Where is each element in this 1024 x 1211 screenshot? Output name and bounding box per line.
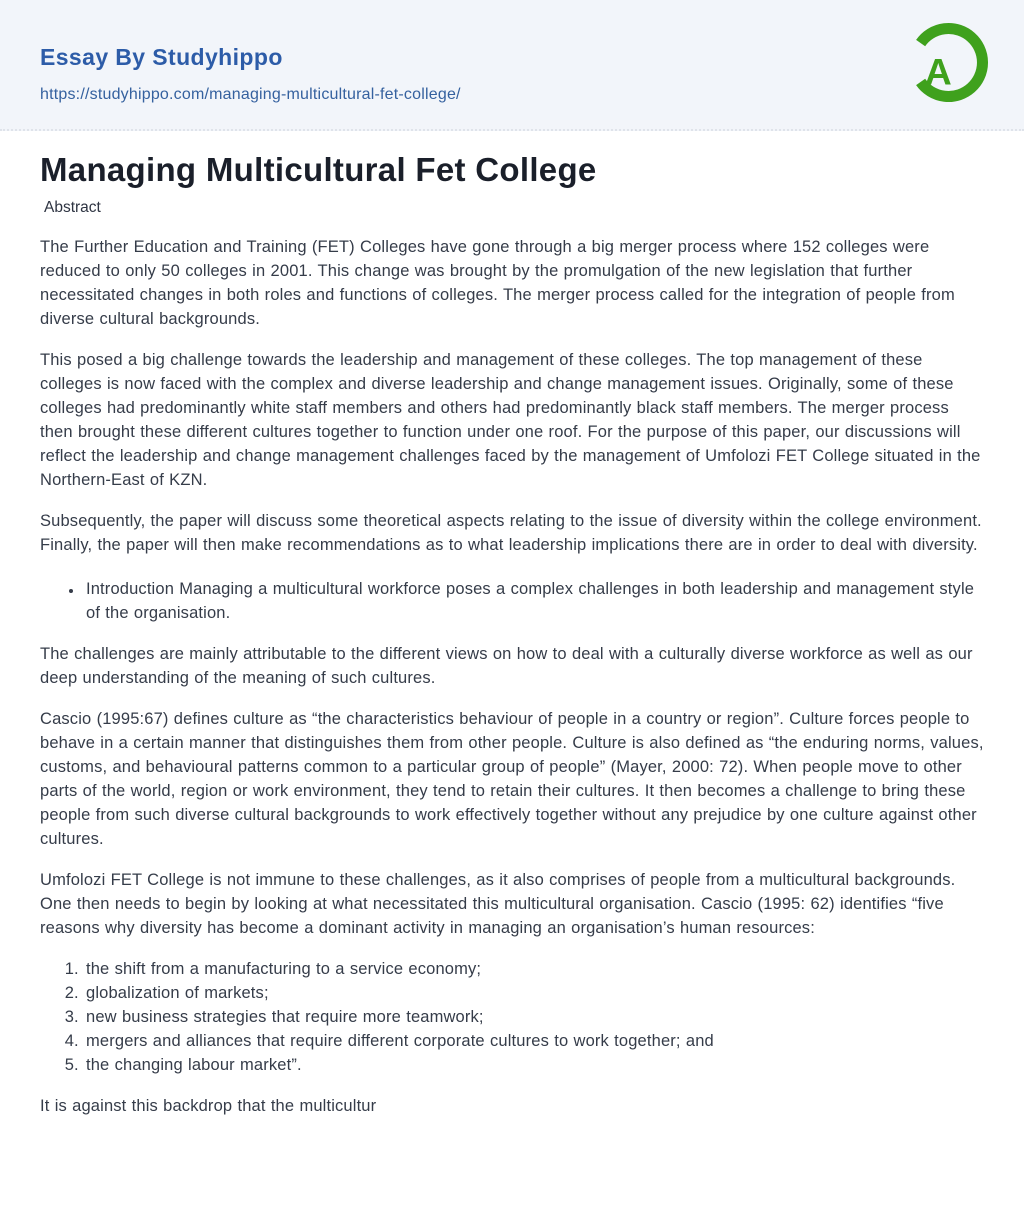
paragraph-7: It is against this backdrop that the multicultur — [40, 1097, 377, 1115]
paragraph-5: Cascio (1995:67) defines culture as “the characteristics behaviour of people in a country or region”. Culture forces people to behave in a certain manner that distinguishes them from other people. Culture is also defined as “the enduring norms, values, customs, and behavioural patterns common to a particular group of people” (Mayer, 2000: 72). When people move to other parts of the world, region or work environment, they tend to retain their cultures. It then becomes a challenge to bring these people from such diverse cultural backgrounds to work effectively together without any prejudice by one culture against other cultures. — [40, 710, 984, 848]
essay-body — [0, 151, 1024, 1118]
reasons-list — [40, 957, 984, 1077]
abstract-label: Abstract — [44, 199, 101, 216]
site-title: Essay By Studyhippo — [40, 44, 283, 70]
page-title: Managing Multicultural Fet College — [40, 151, 597, 188]
reason-item-5: 5. the changing labour market”. — [84, 1053, 984, 1077]
page-header — [0, 0, 1024, 131]
reason-item-4: 4. mergers and alliances that require different corporate cultures to work together; and — [84, 1029, 984, 1053]
studyhippo-logo-icon — [906, 20, 991, 105]
paragraph-1: The Further Education and Training (FET) Colleges have gone through a big merger process where 152 colleges were reduced to only 50 colleges in 2001. This change was brought by the promulgation of the new legislation that further necessitated changes in both roles and functions of colleges. The merger process called for the integration of people from diverse cultural backgrounds. — [40, 238, 955, 328]
bullet-list — [40, 577, 984, 625]
paragraph-3: Subsequently, the paper will discuss some theoretical aspects relating to the issue of diversity within the college environment. Finally, the paper will then make recommendations as to what leadership implications there are in order to deal with diversity. — [40, 512, 982, 554]
reason-item-3: 3. new business strategies that require more teamwork; — [84, 1005, 984, 1029]
reason-item-2: 2. globalization of markets; — [84, 981, 984, 1005]
reason-item-1: 1. the shift from a manufacturing to a service economy; — [84, 957, 984, 981]
logo-letter: A — [924, 50, 952, 93]
bullet-item: • Introduction Managing a multicultural workforce poses a complex challenges in both leadership and management style of the organisation. — [83, 577, 984, 625]
paragraph-6: Umfolozi FET College is not immune to these challenges, as it also comprises of people from a multicultural backgrounds. One then needs to begin by looking at what necessitated this multicultural organisation. Cascio (1995: 62) identifies “five reasons why diversity has become a dominant activity in managing an organisation’s human resources: — [40, 871, 956, 937]
paragraph-4: The challenges are mainly attributable to the different views on how to deal with a culturally diverse workforce as well as our deep understanding of the meaning of such cultures. — [40, 645, 973, 687]
paragraph-2: This posed a big challenge towards the leadership and management of these colleges. The top management of these colleges is now faced with the complex and diverse leadership and change management issues. Originally, some of these colleges had predominantly white staff members and others had predominantly black staff members. The merger process then brought these different cultures together to function under one roof. For the purpose of this paper, our discussions will reflect the leadership and change management challenges faced by the management of Umfolozi FET College situated in the Northern-East of KZN. — [40, 351, 981, 489]
source-url-link[interactable]: https://studyhippo.com/managing-multicultural-fet-college/ — [40, 86, 461, 103]
